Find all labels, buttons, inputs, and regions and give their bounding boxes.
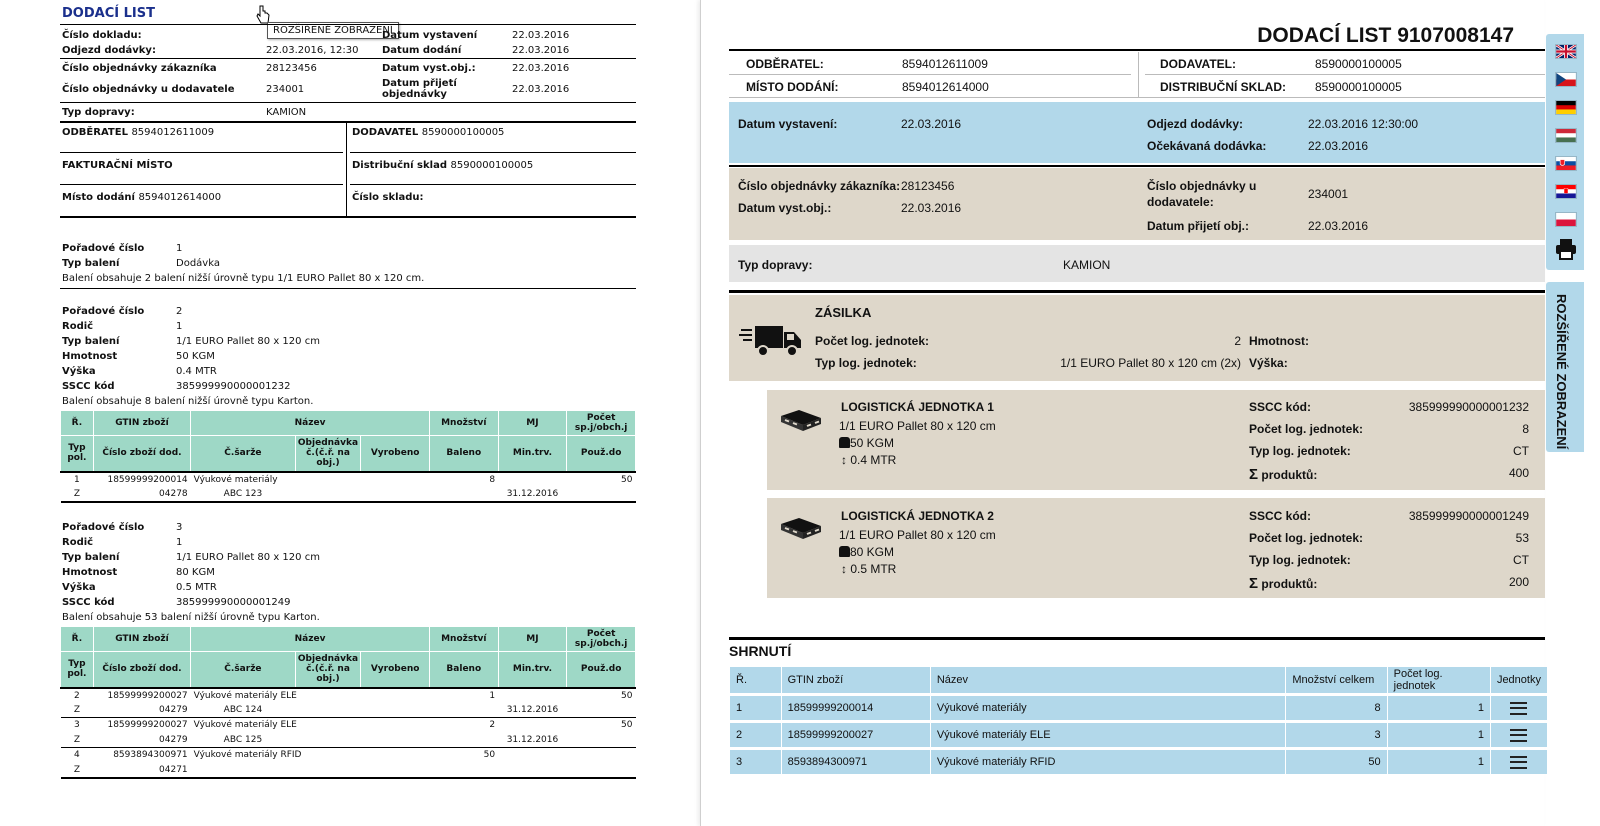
weight-label: Hmotnost	[62, 567, 118, 578]
parent-label: Rodič	[62, 321, 94, 332]
height-arrow-icon: ↕	[841, 453, 847, 467]
supplier-order-value: 234001	[266, 84, 305, 95]
sscc-value: 385999990000001249	[176, 597, 291, 608]
order-date-label: Datum vyst.obj.:	[382, 63, 476, 74]
table-row: 3 18599999200027 Výukové materiály ELE 2 50	[61, 718, 636, 733]
cz-flag-icon[interactable]	[1555, 72, 1577, 87]
sigma-icon: Σ	[1249, 575, 1259, 592]
dates-panel	[729, 102, 1545, 163]
products-sum-value: 400	[1508, 466, 1529, 480]
order-date-value: 22.03.2016	[901, 201, 962, 215]
weight-icon	[839, 437, 850, 448]
unit-title: LOGISTICKÁ JEDNOTKA 1	[841, 400, 994, 414]
order-date-label: Datum vyst.obj.:	[738, 201, 832, 215]
delivery-place-value: 8594012614000	[902, 80, 989, 94]
table-row: 3 8593894300971 Výukové materiály RFID 50 1	[729, 750, 1547, 774]
buyer-value: 8594012611009	[902, 57, 988, 71]
table-row: 1 18599999200014 Výukové materiály 8 1	[729, 696, 1547, 720]
unit-weight: 50 KGM	[839, 436, 894, 450]
order-date-value: 22.03.2016	[512, 63, 570, 74]
unit-pallet-type: 1/1 EURO Pallet 80 x 120 cm	[839, 419, 996, 433]
unit-count-label: Počet log. jednotek:	[1249, 531, 1364, 545]
unit-type-value: CT	[1513, 444, 1529, 458]
height-label: Výška:	[1249, 356, 1288, 370]
supplier-value: 8590000100005	[1315, 57, 1402, 71]
truck-icon	[739, 320, 803, 360]
issue-date-label: Datum vystavení:	[738, 117, 838, 131]
customer-order-label: Číslo objednávky zákazníka	[62, 63, 217, 74]
transport-label: Typ dopravy:	[738, 258, 813, 272]
seq-label: Pořadové číslo	[62, 306, 145, 317]
transport-value: KAMION	[266, 107, 307, 118]
de-flag-icon[interactable]	[1555, 100, 1577, 115]
issue-date-label: Datum vystavení	[382, 30, 478, 41]
delivery-date-value: 22.03.2016	[512, 45, 570, 56]
parent-value: 1	[176, 537, 183, 548]
pack-note: Balení obsahuje 2 balení nižší úrovně typu 1/1 EURO Pallet 80 x 120 cm.	[62, 273, 425, 284]
items-table-1: Ř. GTIN zboží Název Množství MJ Počet sp.j/obch.j Typ pol. Číslo zboží dod. Č.šarže Objednávka č.(č.ř. na obj.) Vyrobeno Baleno Min.trv. Použ.do 1 18599999200014 Výukové materiály 8 50 Z 04278 ABC 123 31.12.2016	[60, 410, 636, 503]
transport-value: KAMION	[1063, 258, 1111, 272]
sscc-label: SSCC kód	[62, 381, 115, 392]
supplier-order-value: 234001	[1308, 187, 1349, 201]
unit-height: ↕ 0.4 MTR	[841, 453, 897, 467]
weight-value: 80 KGM	[176, 567, 215, 578]
supplier-order-label: Číslo objednávky u dodavatele:	[1147, 179, 1257, 209]
weight-label: Hmotnost	[62, 351, 118, 362]
menu-icon[interactable]	[1510, 729, 1527, 742]
departure-value: 22.03.2016, 12:30	[266, 45, 359, 56]
order-receipt-label: Datum přijetí objednávky	[382, 78, 457, 100]
supplier-order-label: Číslo objednávky u dodavatele	[62, 84, 235, 95]
table-row: 2 18599999200027 Výukové materiály ELE 3 1	[729, 723, 1547, 747]
table-row: Z 04279 ABC 124 31.12.2016	[73, 704, 559, 715]
summary-title: SHRNUTÍ	[729, 643, 792, 659]
unit-height: ↕ 0.5 MTR	[841, 562, 897, 576]
pack-type-label: Typ balení	[62, 336, 120, 347]
warehouse-number-label: Číslo skladu:	[352, 192, 424, 203]
transport-panel	[729, 245, 1545, 282]
sscc-label: SSCC kód:	[1249, 400, 1312, 414]
unit-type-label: Typ log. jednotek:	[815, 356, 917, 370]
unit-count-value: 8	[1522, 422, 1529, 436]
menu-icon[interactable]	[1510, 756, 1527, 769]
table-row: Z 04271	[61, 763, 636, 778]
unit-count-label: Počet log. jednotek:	[1249, 422, 1364, 436]
pl-flag-icon[interactable]	[1555, 212, 1577, 227]
table-row: 2 18599999200027 Výukové materiály ELE 1 50	[61, 688, 636, 703]
summary-table: Ř. GTIN zboží Název Množství celkem Počet log. jednotek Jednotky 1 18599999200014 Výukové materiály 8 1 2 18599999200027 Výukové materiály ELE 3 1 3 8593894300971 Výukové materiály RFID 50 1	[729, 664, 1547, 777]
pack-type-label: Typ balení	[62, 552, 120, 563]
seq-value: 3	[176, 522, 183, 533]
sk-flag-icon[interactable]	[1555, 156, 1577, 171]
departure-label: Odjezd dodávky:	[62, 45, 156, 56]
parent-value: 1	[176, 321, 183, 332]
delivery-place-field: Místo dodání 8594012614000	[62, 192, 222, 203]
table-row: 4 8593894300971 Výukové materiály RFID 50	[61, 748, 636, 763]
delivery-date-label: Datum dodání	[382, 45, 462, 56]
unit-title: LOGISTICKÁ JEDNOTKA 2	[841, 509, 994, 523]
products-sum-value: 200	[1508, 575, 1529, 589]
language-rail	[1546, 34, 1584, 270]
left-title: DODACÍ LIST	[62, 6, 155, 21]
unit-weight: 80 KGM	[839, 545, 894, 559]
supplier-label: DODAVATEL:	[1160, 57, 1236, 71]
expanded-view-label: ROZŠÍŘENÉ ZOBRAZENÍ	[1554, 294, 1569, 450]
sscc-value: 385999990000001232	[1408, 400, 1529, 414]
table-row: Z 04278 ABC 123 31.12.2016	[61, 487, 636, 502]
order-receipt-value: 22.03.2016	[512, 84, 570, 95]
seq-value: 2	[176, 306, 183, 317]
pallet-icon	[779, 514, 823, 544]
customer-order-label: Číslo objednávky zákazníka:	[738, 179, 901, 193]
order-receipt-label: Datum přijetí obj.:	[1147, 219, 1249, 233]
supplier-field: DODAVATEL 8590000100005	[352, 127, 505, 138]
unit-count-value: 2	[1234, 334, 1241, 348]
issue-date-value: 22.03.2016	[512, 30, 570, 41]
table-row: Z 04279 ABC 125 31.12.2016	[73, 734, 559, 745]
departure-value: 22.03.2016 12:30:00	[1308, 117, 1419, 131]
pack-type-value: Dodávka	[176, 258, 220, 269]
departure-label: Odjezd dodávky:	[1147, 117, 1244, 131]
warehouse-field: Distribuční sklad 8590000100005	[352, 160, 534, 171]
sscc-label: SSCC kód:	[1249, 509, 1312, 523]
items-table-2: Ř. GTIN zboží Název Množství MJ Počet sp.j/obch.j Typ pol. Číslo zboží dod. Č.šarže Objednávka č.(č.ř. na obj.) Vyrobeno Baleno Min.trv. Použ.do 2 18599999200027 Výukové materiály ELE 1 50 Z 04279 ABC 124 31.12.2016 3 18599999200027 Výukové materiály ELE 2 50 Z 04279 ABC 125 31.12.2016 4 8593894300971 Výukové materiály RFID 50 Z 04271	[60, 626, 636, 779]
weight-value: 50 KGM	[176, 351, 215, 362]
pack-type-value: 1/1 EURO Pallet 80 x 120 cm	[176, 336, 320, 347]
height-value: 0.4 MTR	[176, 366, 217, 377]
products-sum-label: Σ produktů:	[1249, 466, 1318, 483]
unit-pallet-type: 1/1 EURO Pallet 80 x 120 cm	[839, 528, 996, 542]
pallet-icon	[779, 406, 823, 436]
pack-type-label: Typ balení	[62, 258, 120, 269]
printer-icon[interactable]	[1555, 238, 1577, 260]
weight-label: Hmotnost:	[1249, 334, 1309, 348]
billing-place-label: FAKTURAČNÍ MÍSTO	[62, 160, 173, 171]
order-receipt-value: 22.03.2016	[1308, 219, 1369, 233]
expanded-view-toggle[interactable]	[1546, 282, 1584, 452]
height-arrow-icon: ↕	[841, 562, 847, 576]
issue-date-value: 22.03.2016	[901, 117, 962, 131]
sigma-icon: Σ	[1249, 466, 1259, 483]
doc-number-label: Číslo dokladu:	[62, 30, 142, 41]
delivery-place-label: MÍSTO DODÁNÍ:	[746, 80, 839, 94]
unit-type-label: Typ log. jednotek:	[1249, 444, 1351, 458]
customer-order-value: 28123456	[901, 179, 955, 193]
pack-note: Balení obsahuje 53 balení nižší úrovně typu Karton.	[62, 612, 320, 623]
unit-type-value: 1/1 EURO Pallet 80 x 120 cm (2x)	[1060, 356, 1241, 370]
warehouse-value: 8590000100005	[1315, 80, 1402, 94]
pack-type-value: 1/1 EURO Pallet 80 x 120 cm	[176, 552, 320, 563]
sscc-value: 385999990000001232	[176, 381, 291, 392]
unit-type-value: CT	[1513, 553, 1529, 567]
uk-flag-icon[interactable]	[1555, 44, 1577, 59]
customer-order-value: 28123456	[266, 63, 317, 74]
unit-type-label: Typ log. jednotek:	[1249, 553, 1351, 567]
products-sum-label: Σ produktů:	[1249, 575, 1318, 592]
sscc-value: 385999990000001249	[1408, 509, 1529, 523]
expanded-view-tooltip: ROZŠÍŘENÉ ZOBRAZENÍ	[267, 22, 399, 39]
pack-note: Balení obsahuje 8 balení nižší úrovně typu Karton.	[62, 396, 314, 407]
unit-count-label: Počet log. jednotek:	[815, 334, 930, 348]
sscc-label: SSCC kód	[62, 597, 115, 608]
unit-count-value: 53	[1515, 531, 1529, 545]
expanded-delivery-note	[700, 0, 1544, 826]
buyer-field: ODBĚRATEL 8594012611009	[62, 127, 215, 138]
seq-label: Pořadové číslo	[62, 243, 145, 254]
warehouse-label: DISTRIBUČNÍ SKLAD:	[1160, 80, 1286, 94]
shipment-title: ZÁSILKA	[815, 305, 872, 320]
hr-flag-icon[interactable]	[1555, 184, 1577, 199]
buyer-label: ODBĚRATEL:	[746, 57, 824, 71]
transport-label: Typ dopravy:	[62, 107, 135, 118]
classic-delivery-note	[60, 0, 636, 826]
weight-icon	[839, 546, 850, 557]
expected-delivery-value: 22.03.2016	[1308, 139, 1369, 153]
delivery-note-title: DODACÍ LIST 9107008147	[1257, 24, 1514, 47]
parent-label: Rodič	[62, 537, 94, 548]
height-value: 0.5 MTR	[176, 582, 217, 593]
height-label: Výška	[62, 366, 96, 377]
expected-delivery-label: Očekávaná dodávka:	[1147, 139, 1267, 153]
hu-flag-icon[interactable]	[1555, 128, 1577, 143]
seq-value: 1	[176, 243, 183, 254]
table-row: 1 18599999200014 Výukové materiály 8 50	[61, 472, 636, 487]
menu-icon[interactable]	[1510, 702, 1527, 715]
seq-label: Pořadové číslo	[62, 522, 145, 533]
height-label: Výška	[62, 582, 96, 593]
